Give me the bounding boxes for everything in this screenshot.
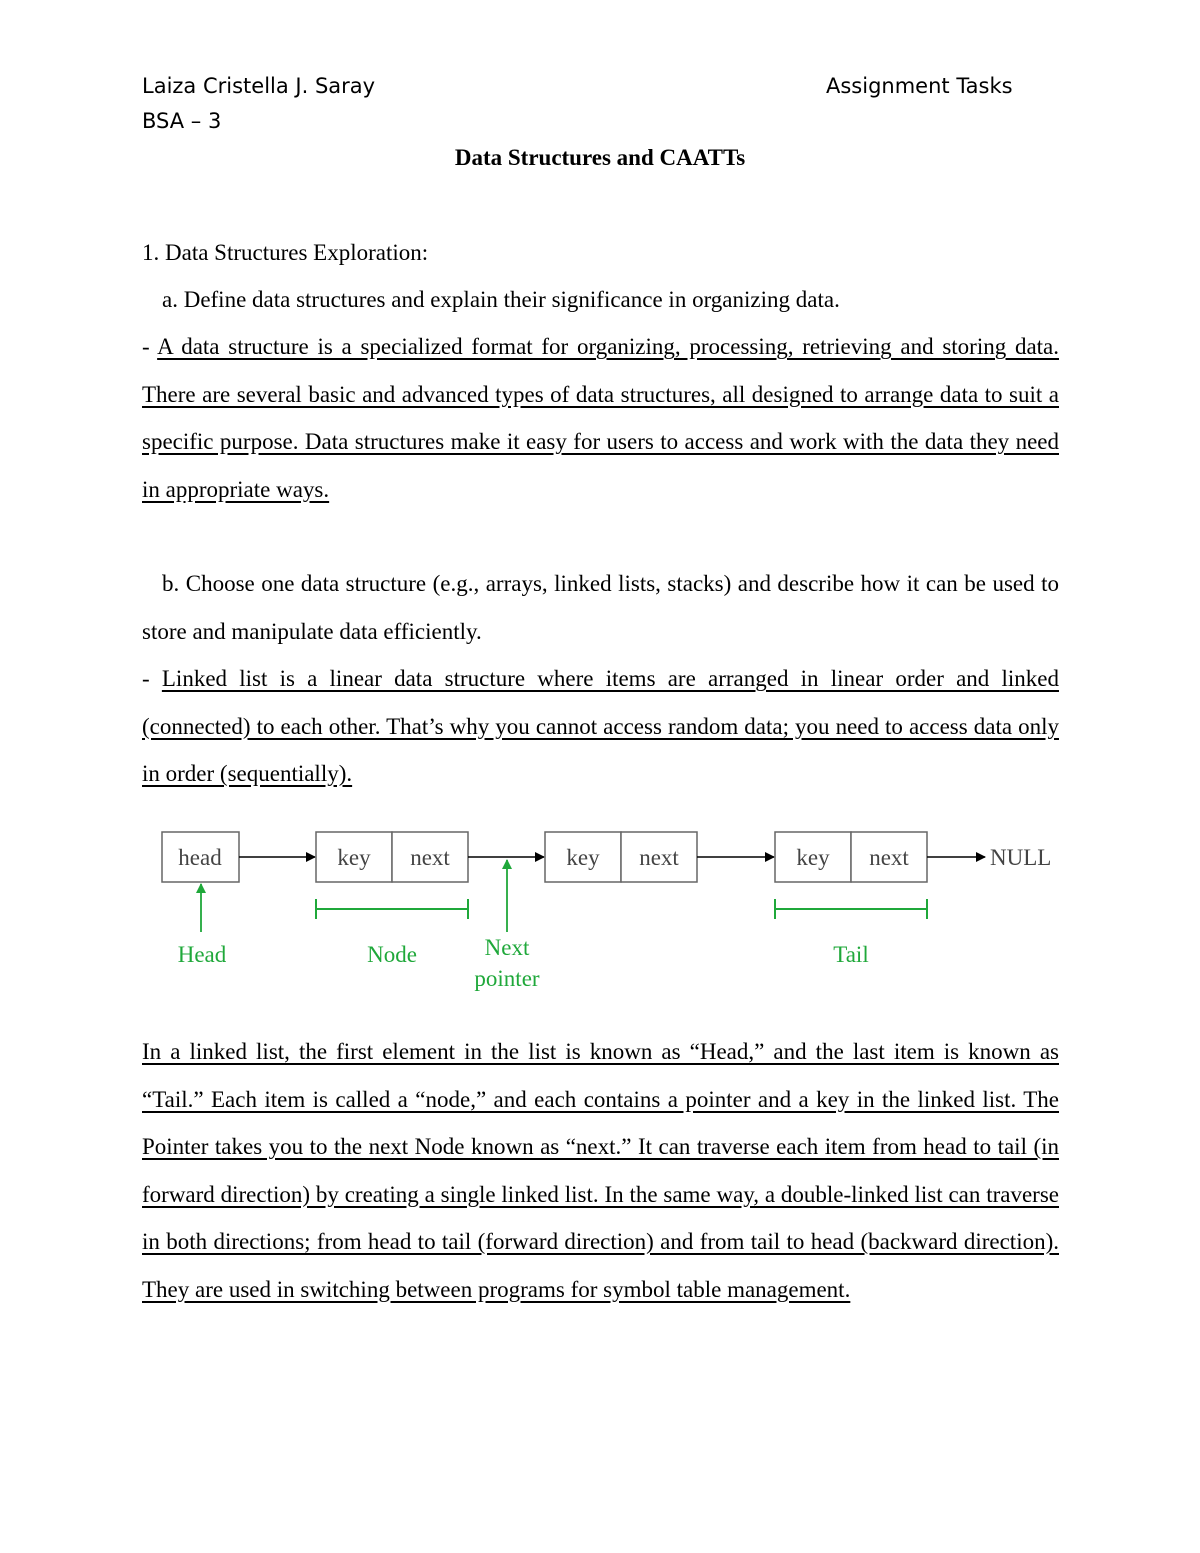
author-name: Laiza Cristella J. Saray xyxy=(142,74,376,98)
tail-label: Tail xyxy=(833,942,869,967)
answer-a xyxy=(142,323,1059,513)
section-heading: 1. Data Structures Exploration: xyxy=(142,240,429,265)
next-pointer-label-line1: Next xyxy=(484,935,530,960)
question-b: b. Choose one data structure (e.g., arrays, linked lists, stacks) and describe how it can be used to store and manipulate data efficiently. xyxy=(142,571,1059,644)
document-type: Assignment Tasks xyxy=(826,74,1013,98)
node2-key-label: key xyxy=(566,845,600,870)
answer-a-text: A data structure is a specialized format for organizing, processing, retrieving and storing data. There are several basic and advanced types of data structures, all designed to arrange data to suit a specific purpose. Data structures make it easy for users to access and work with the data they need in appropriate ways. xyxy=(142,334,1059,502)
node-label: Node xyxy=(367,942,417,967)
head-box-label: head xyxy=(178,845,222,870)
course-section: BSA – 3 xyxy=(142,109,222,133)
page-title: Data Structures and CAATTs xyxy=(454,145,746,170)
node3-key-label: key xyxy=(796,845,830,870)
node1-key-label: key xyxy=(337,845,371,870)
null-label: NULL xyxy=(990,845,1052,870)
answer-b-dash: - xyxy=(142,666,162,691)
question-a: a. Define data structures and explain their significance in organizing data. xyxy=(162,287,840,312)
node2-next-label: next xyxy=(639,845,679,870)
head-label: Head xyxy=(177,942,227,967)
answer-b-continued: In a linked list, the first element in the list is known as “Head,” and the last item is known as “Tail.” Each item is called a “node,” and each contains a pointer and a key in the linked list. The Pointer takes you to the next Node known as “next.” It can traverse each item from head to tail (in forward direction) by creating a single linked list. In the same way, a double-linked list can traverse in both directions; from head to tail (forward direction) and from tail to head (backward direction). They are used in switching between programs for symbol table management. xyxy=(142,1039,1059,1302)
linked-list-diagram xyxy=(150,820,1060,995)
answer-b xyxy=(142,655,1059,798)
answer-a-dash: - xyxy=(142,334,158,359)
node3-next-label: next xyxy=(869,845,909,870)
node1-next-label: next xyxy=(410,845,450,870)
next-pointer-label-line2: pointer xyxy=(474,966,540,991)
answer-b-text: Linked list is a linear data structure where items are arranged in linear order and linked (connected) to each other. That’s why you cannot access random data; you need to access data only in order (sequentially). xyxy=(142,666,1059,786)
